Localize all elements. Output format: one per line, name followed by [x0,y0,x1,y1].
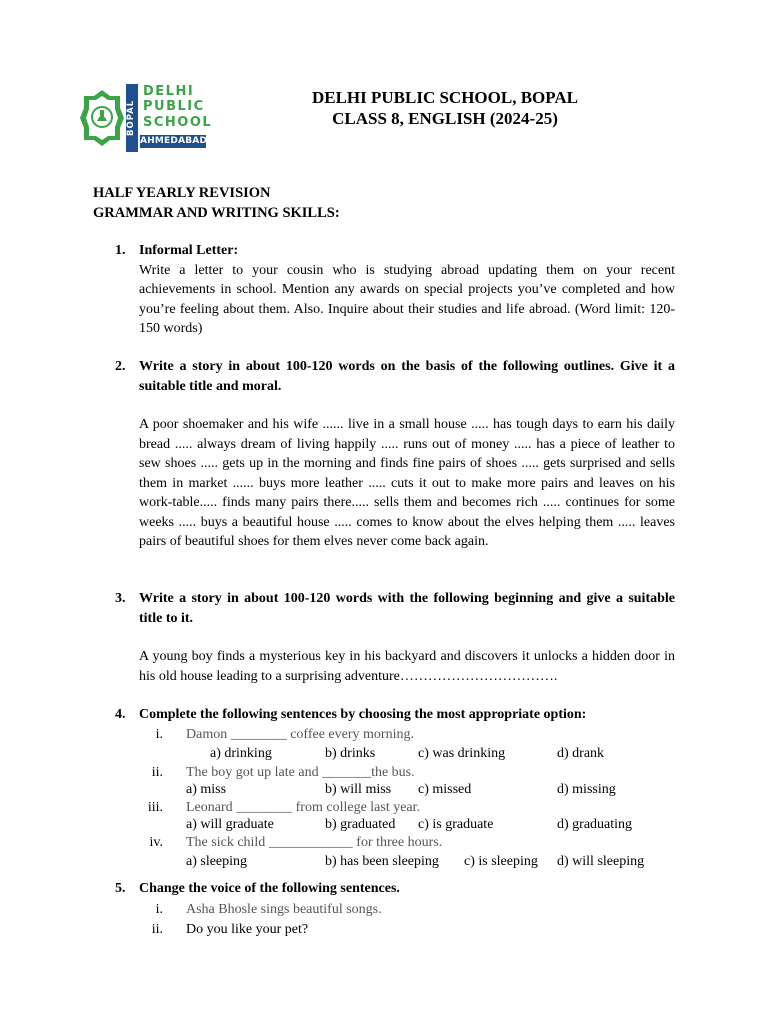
question-5 [115,879,675,939]
item-sentence: The boy got up late and _______the bus. [186,764,415,780]
question-text: A young boy finds a mysterious key in his backyard and discovers it unlocks a hidden door in his old house leading to a surprising adventure……………………………. [139,649,675,684]
item-number: iii. [147,799,163,815]
school-logo [80,84,213,154]
page-header [290,87,600,129]
mcq-options [115,852,675,871]
logo-text-line1: DELHI [143,84,195,99]
question-title: Write a story in about 100-120 words with the following beginning and give a suitable title to it. [139,591,675,626]
question-text: A poor shoemaker and his wife ...... live in a small house ..... has tough days to earn his daily bread ..... always dream of living happily ..... runs out of money ..... has a piece of leather to sew shoes ..... gets up in the morning and finds fine pairs of shoes ..... gets surprised and sells them in market ...... buys more leather ..... cuts it out to make more pairs and leaves on his work-table..... finds many pairs there..... sells them and becomes rich ..... continues for some weeks ..... buys a beautiful house ..... comes to know about the elves helping them ..... leaves pairs of beautiful shoes for them elves never come back again. [139,417,675,549]
mcq-options [115,744,675,763]
option-a: a) will graduate [186,816,274,832]
revision-title: HALF YEARLY REVISION [93,185,271,201]
item-sentence: Do you like your pet? [186,921,309,937]
item-number: i. [155,726,163,742]
option-b: b) will miss [325,781,392,797]
question-number: 3. [115,591,126,606]
section-heading [93,184,340,223]
option-a: a) sleeping [186,853,248,869]
option-b: b) graduated [325,816,396,832]
question-1 [115,241,675,339]
school-name: DELHI PUBLIC SCHOOL, BOPAL [311,88,579,107]
question-number: 2. [115,359,126,374]
question-title: Informal Letter: [139,243,239,258]
voice-item [115,900,675,919]
logo-city-bar: AHMEDABAD [140,136,208,146]
mcq-item [115,763,675,782]
question-number: 5. [115,881,126,896]
mcq-options [115,817,675,833]
school-crest-icon [80,88,124,148]
option-a: a) drinking [210,745,272,761]
option-d: d) graduating [557,816,633,832]
mcq-item [115,725,675,744]
skills-title: GRAMMAR AND WRITING SKILLS: [93,204,340,221]
question-number: 4. [115,707,126,722]
question-text: Write a letter to your cousin who is studying abroad updating them on your recent achievements in school. Mention any awards on special projects you’ve completed and how you’re feeling about them. Also. Inquire about their studies and life abroad. (Word limit: 120-150 words) [139,262,675,336]
item-sentence: Asha Bhosle sings beautiful songs. [186,901,382,917]
question-2 [115,357,675,552]
question-4 [115,705,675,871]
option-d: d) drank [557,745,605,761]
option-c: c) missed [418,781,472,797]
question-3 [115,589,675,686]
mcq-options [115,782,675,798]
question-title: Complete the following sentences by choosing the most appropriate option: [139,707,587,722]
item-sentence: Damon ________ coffee every morning. [186,726,414,742]
question-number: 1. [115,243,126,258]
option-d: d) missing [557,781,616,797]
option-d: d) will sleeping [557,853,645,869]
question-title: Write a story in about 100-120 words on the basis of the following outlines. Give it a suitable title and moral. [139,359,675,394]
logo-text-line2: PUBLIC [143,99,205,114]
item-number: ii. [151,764,163,780]
item-number: iv. [149,834,163,850]
logo-text-line3: SCHOOL [143,115,213,130]
question-title: Change the voice of the following sentences. [139,881,400,896]
option-c: c) was drinking [418,745,506,761]
item-number: i. [155,901,163,917]
option-a: a) miss [186,781,227,797]
option-c: c) is graduate [418,816,494,832]
option-b: b) drinks [325,745,376,761]
item-number: ii. [151,921,163,937]
class-title: CLASS 8, ENGLISH (2024-25) [332,109,558,128]
mcq-item [115,833,675,852]
logo-bopal-bar: BOPAL [126,84,138,152]
mcq-item [115,798,675,817]
voice-item [115,920,675,939]
item-sentence: The sick child ____________ for three hours. [186,834,443,850]
option-b: b) has been sleeping [325,853,439,869]
item-sentence: Leonard ________ from college last year. [186,799,421,815]
option-c: c) is sleeping [464,853,538,869]
